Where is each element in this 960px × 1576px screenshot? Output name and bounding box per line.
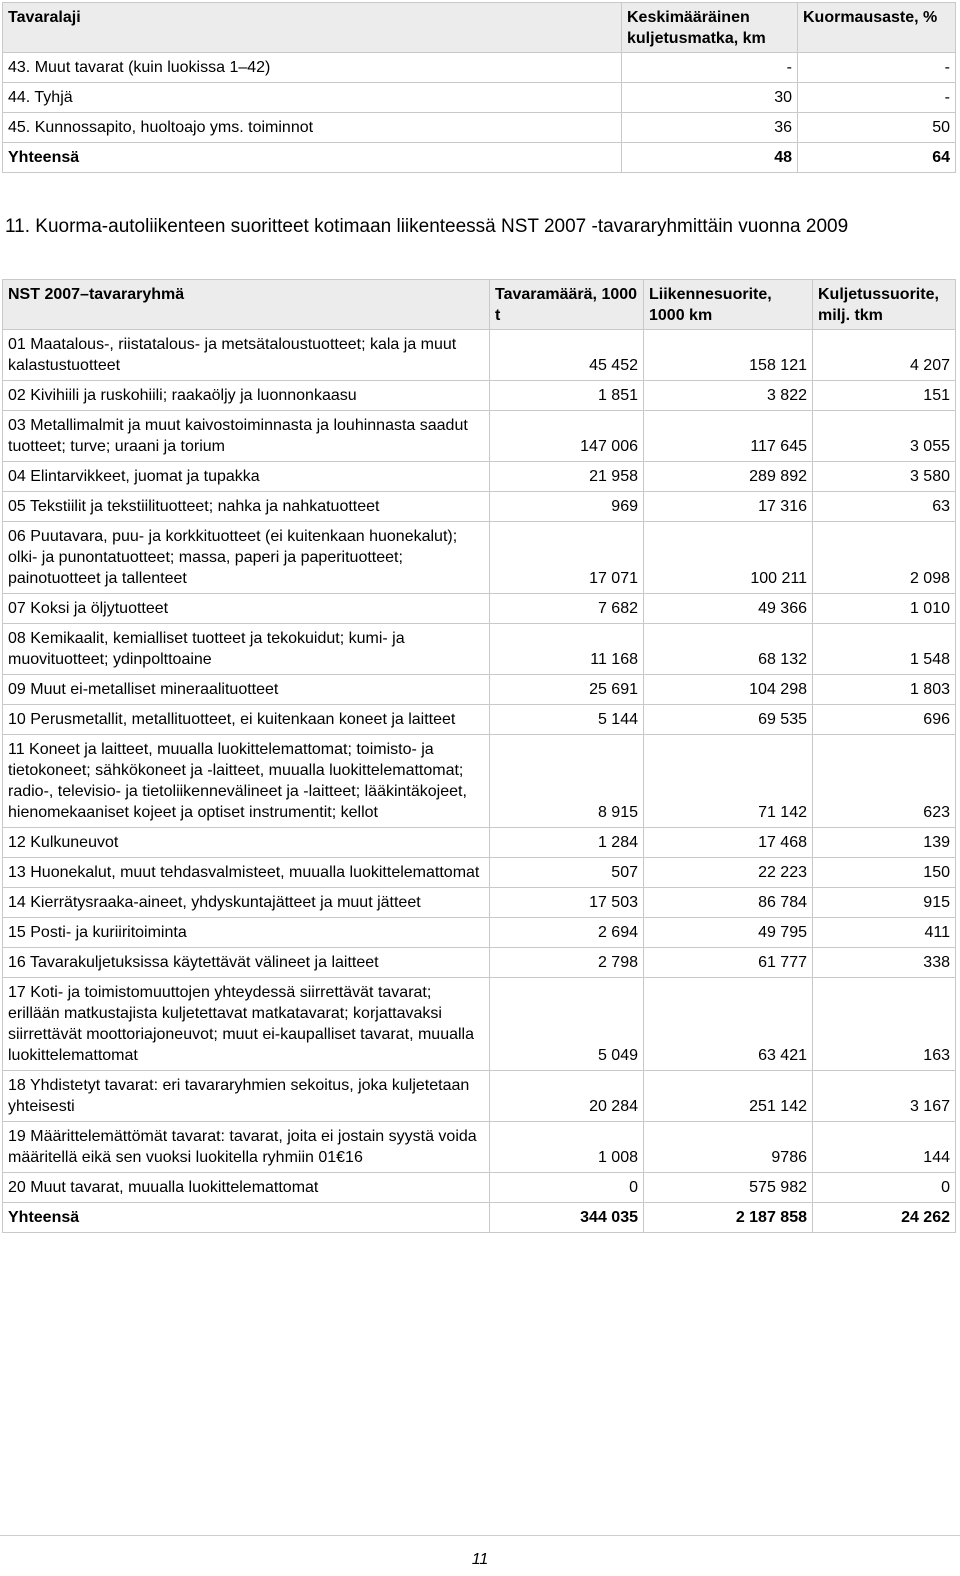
table-row: [3, 1071, 956, 1122]
table-row: [3, 522, 956, 594]
total-avg-distance: 48: [622, 143, 798, 173]
load-factor-cell: 50: [798, 113, 956, 143]
total-tonnage: 344 035: [490, 1203, 644, 1233]
vehicle-km-cell: 251 142: [644, 1071, 813, 1122]
total-row: [3, 1203, 956, 1233]
avg-distance-cell: 30: [622, 83, 798, 113]
header-load-factor: Kuormausaste, %: [798, 3, 956, 53]
vehicle-km-cell: 49 366: [644, 594, 813, 624]
goods-group-cell: 08 Kemikaalit, kemialliset tuotteet ja tekokuidut; kumi- ja muovituotteet; ydinpolttoaine: [3, 624, 490, 675]
avg-distance-cell: 36: [622, 113, 798, 143]
tonnage-cell: 507: [490, 858, 644, 888]
row-label: 44. Tyhjä: [3, 83, 622, 113]
table-row: [3, 828, 956, 858]
nst-goods-table: [2, 279, 956, 1233]
goods-group-cell: 19 Määrittelemättömät tavarat: tavarat, joita ei jostain syystä voida määritellä eikä sen vuoksi luokitella ryhmiin 01€16: [3, 1122, 490, 1173]
tonne-km-cell: 3 167: [813, 1071, 956, 1122]
table-row: [3, 858, 956, 888]
goods-group-cell: 11 Koneet ja laitteet, muualla luokittelemattomat; toimisto- ja tietokoneet; sähkökoneet ja -laitteet, muualla luokittelemattomat; radio-, televisio- ja tietoliikennevälineet ja -laitteet; lääkintäkojeet, hienomekaaniset kojeet ja optiset instrumentit; kellot: [3, 735, 490, 828]
tonne-km-cell: 63: [813, 492, 956, 522]
row-label: 45. Kunnossapito, huoltoajo yms. toiminnot: [3, 113, 622, 143]
goods-group-cell: 20 Muut tavarat, muualla luokittelemattomat: [3, 1173, 490, 1203]
tonne-km-cell: 1 803: [813, 675, 956, 705]
goods-group-cell: 12 Kulkuneuvot: [3, 828, 490, 858]
goods-group-cell: 04 Elintarvikkeet, juomat ja tupakka: [3, 462, 490, 492]
vehicle-km-cell: 117 645: [644, 411, 813, 462]
tonnage-cell: 1 008: [490, 1122, 644, 1173]
tonne-km-cell: 3 580: [813, 462, 956, 492]
goods-group-cell: 01 Maatalous-, riistatalous- ja metsätaloustuotteet; kala ja muut kalastustuotteet: [3, 330, 490, 381]
vehicle-km-cell: 86 784: [644, 888, 813, 918]
table-row: [3, 735, 956, 828]
tonnage-cell: 7 682: [490, 594, 644, 624]
tonne-km-cell: 163: [813, 978, 956, 1071]
table-row: [3, 594, 956, 624]
vehicle-km-cell: 63 421: [644, 978, 813, 1071]
vehicle-km-cell: 575 982: [644, 1173, 813, 1203]
table-header-row: [3, 280, 956, 330]
vehicle-type-table: [2, 2, 956, 173]
page-number: 11: [471, 1551, 489, 1568]
tonnage-cell: 11 168: [490, 624, 644, 675]
table-row: [3, 1173, 956, 1203]
vehicle-km-cell: 100 211: [644, 522, 813, 594]
vehicle-km-cell: 289 892: [644, 462, 813, 492]
table-row: [3, 492, 956, 522]
section-title: 11. Kuorma-autoliikenteen suoritteet kotimaan liikenteessä NST 2007 -tavararyhmittäin vuonna 2009: [5, 216, 849, 237]
table-row: [3, 330, 956, 381]
tonne-km-cell: 2 098: [813, 522, 956, 594]
header-tonne-km: Kuljetussuorite, milj. tkm: [813, 280, 956, 330]
goods-group-cell: 05 Tekstiilit ja tekstiilituotteet; nahka ja nahkatuotteet: [3, 492, 490, 522]
tonnage-cell: 147 006: [490, 411, 644, 462]
tonnage-cell: 25 691: [490, 675, 644, 705]
tonnage-cell: 20 284: [490, 1071, 644, 1122]
tonnage-cell: 5 049: [490, 978, 644, 1071]
vehicle-km-cell: 17 316: [644, 492, 813, 522]
tonne-km-cell: 150: [813, 858, 956, 888]
table-row: [3, 888, 956, 918]
footer-divider: [0, 1535, 960, 1536]
avg-distance-cell: -: [622, 53, 798, 83]
table-header-row: [3, 3, 956, 53]
goods-group-cell: 02 Kivihiili ja ruskohiili; raakaöljy ja luonnonkaasu: [3, 381, 490, 411]
goods-group-cell: 06 Puutavara, puu- ja korkkituotteet (ei kuitenkaan huonekalut); olki- ja punontatuotteet; massa, paperi ja paperituotteet; painotuotteet ja tallenteet: [3, 522, 490, 594]
table-row: [3, 978, 956, 1071]
tonnage-cell: 8 915: [490, 735, 644, 828]
tonnage-cell: 17 071: [490, 522, 644, 594]
goods-group-cell: 07 Koksi ja öljytuotteet: [3, 594, 490, 624]
goods-group-cell: 15 Posti- ja kuriiritoiminta: [3, 918, 490, 948]
tonne-km-cell: 623: [813, 735, 956, 828]
vehicle-km-cell: 9786: [644, 1122, 813, 1173]
vehicle-km-cell: 3 822: [644, 381, 813, 411]
table-row: [3, 918, 956, 948]
tonnage-cell: 969: [490, 492, 644, 522]
tonne-km-cell: 0: [813, 1173, 956, 1203]
vehicle-km-cell: 61 777: [644, 948, 813, 978]
vehicle-km-cell: 49 795: [644, 918, 813, 948]
tonne-km-cell: 1 010: [813, 594, 956, 624]
total-label: Yhteensä: [3, 143, 622, 173]
table-row: [3, 83, 956, 113]
header-avg-distance: Keskimääräinen kuljetusmatka, km: [622, 3, 798, 53]
table-row: [3, 462, 956, 492]
table-row: [3, 948, 956, 978]
tonne-km-cell: 915: [813, 888, 956, 918]
table-row: [3, 53, 956, 83]
vehicle-km-cell: 69 535: [644, 705, 813, 735]
table-row: [3, 705, 956, 735]
tonne-km-cell: 139: [813, 828, 956, 858]
vehicle-km-cell: 22 223: [644, 858, 813, 888]
tonne-km-cell: 3 055: [813, 411, 956, 462]
tonnage-cell: 17 503: [490, 888, 644, 918]
tonnage-cell: 2 694: [490, 918, 644, 948]
tonne-km-cell: 1 548: [813, 624, 956, 675]
tonnage-cell: 5 144: [490, 705, 644, 735]
table-row: [3, 411, 956, 462]
table-row: [3, 624, 956, 675]
tonnage-cell: 45 452: [490, 330, 644, 381]
goods-group-cell: 13 Huonekalut, muut tehdasvalmisteet, muualla luokittelemattomat: [3, 858, 490, 888]
header-tavaralaji: Tavaralaji: [3, 3, 622, 53]
vehicle-km-cell: 104 298: [644, 675, 813, 705]
tonne-km-cell: 411: [813, 918, 956, 948]
total-label: Yhteensä: [3, 1203, 490, 1233]
goods-group-cell: 03 Metallimalmit ja muut kaivostoiminnasta ja louhinnasta saadut tuotteet; turve; uraani ja torium: [3, 411, 490, 462]
tonne-km-cell: 144: [813, 1122, 956, 1173]
tonnage-cell: 2 798: [490, 948, 644, 978]
goods-group-cell: 16 Tavarakuljetuksissa käytettävät välineet ja laitteet: [3, 948, 490, 978]
table-row: [3, 1122, 956, 1173]
load-factor-cell: -: [798, 83, 956, 113]
vehicle-km-cell: 158 121: [644, 330, 813, 381]
tonnage-cell: 1 284: [490, 828, 644, 858]
tonne-km-cell: 338: [813, 948, 956, 978]
vehicle-km-cell: 17 468: [644, 828, 813, 858]
header-nst-group: NST 2007–tavararyhmä: [3, 280, 490, 330]
goods-group-cell: 14 Kierrätysraaka-aineet, yhdyskuntajätteet ja muut jätteet: [3, 888, 490, 918]
tonne-km-cell: 151: [813, 381, 956, 411]
tonne-km-cell: 696: [813, 705, 956, 735]
goods-group-cell: 17 Koti- ja toimistomuuttojen yhteydessä siirrettävät tavarat; erillään matkustajista kuljetettavat matkatavarat; korjattavaksi siirrettävät moottoriajoneuvot; muut ei-kaupalliset tavarat, muualla luokittelemattomat: [3, 978, 490, 1071]
row-label: 43. Muut tavarat (kuin luokissa 1–42): [3, 53, 622, 83]
goods-group-cell: 09 Muut ei-metalliset mineraalituotteet: [3, 675, 490, 705]
vehicle-km-cell: 71 142: [644, 735, 813, 828]
table-row: [3, 381, 956, 411]
table-row: [3, 113, 956, 143]
header-tonnage: Tavaramäärä, 1000 t: [490, 280, 644, 330]
total-vehicle-km: 2 187 858: [644, 1203, 813, 1233]
tonne-km-cell: 4 207: [813, 330, 956, 381]
goods-group-cell: 18 Yhdistetyt tavarat: eri tavararyhmien sekoitus, joka kuljetetaan yhteisesti: [3, 1071, 490, 1122]
total-tonne-km: 24 262: [813, 1203, 956, 1233]
tonnage-cell: 1 851: [490, 381, 644, 411]
tonnage-cell: 21 958: [490, 462, 644, 492]
vehicle-km-cell: 68 132: [644, 624, 813, 675]
header-vehicle-km: Liikennesuorite, 1000 km: [644, 280, 813, 330]
tonnage-cell: 0: [490, 1173, 644, 1203]
total-row: [3, 143, 956, 173]
goods-group-cell: 10 Perusmetallit, metallituotteet, ei kuitenkaan koneet ja laitteet: [3, 705, 490, 735]
load-factor-cell: -: [798, 53, 956, 83]
table-row: [3, 675, 956, 705]
total-load-factor: 64: [798, 143, 956, 173]
